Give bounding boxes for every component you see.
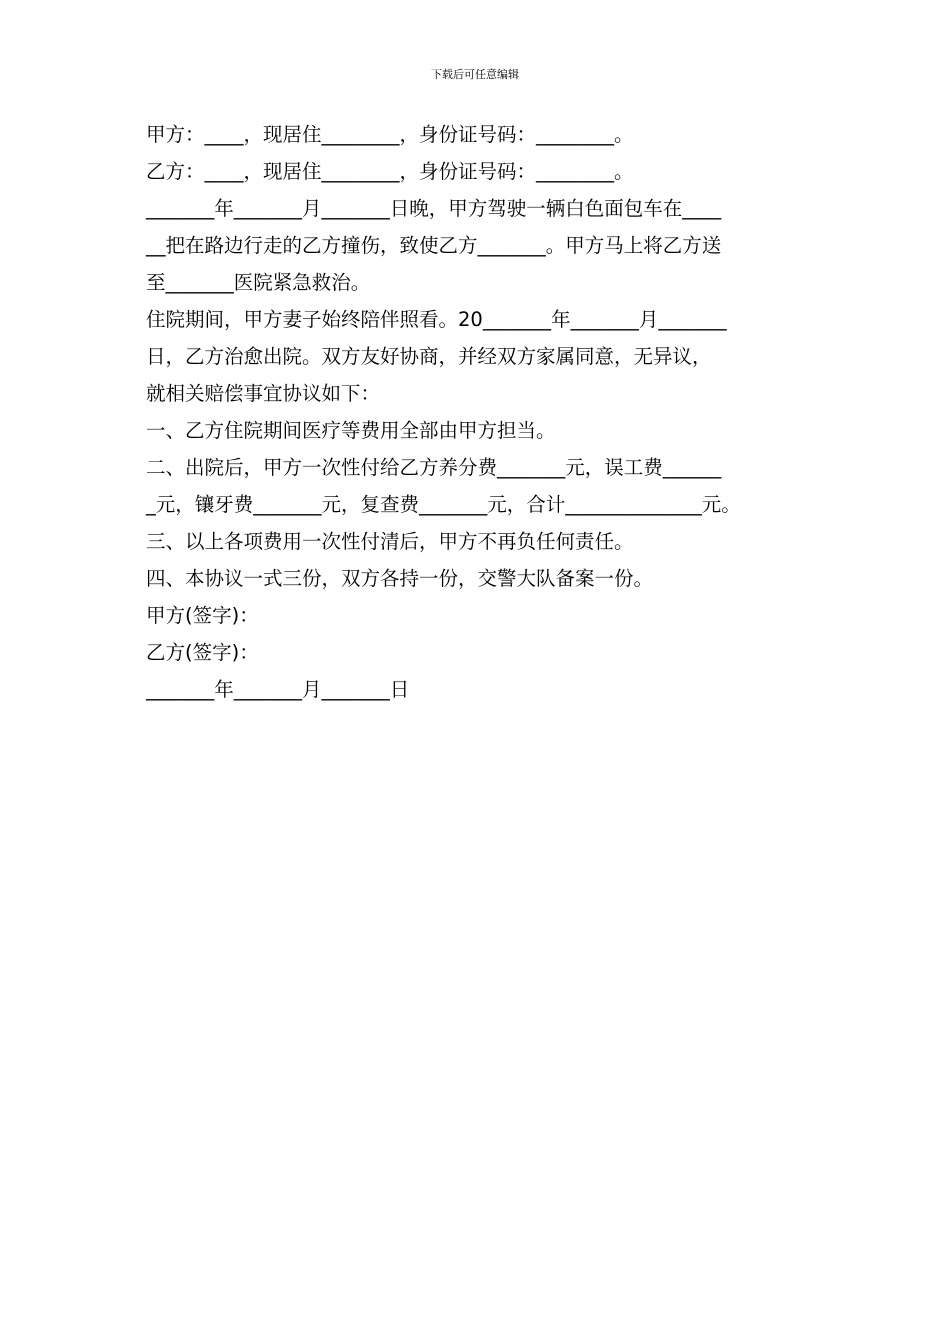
hospital-stay-line-3: 就相关赔偿事宜协议如下： bbox=[146, 382, 381, 405]
party-b-signature-line: 乙方(签字)： bbox=[146, 641, 259, 664]
clause-4: 四、本协议一式三份，双方各持一份，交警大队备案一份。 bbox=[146, 567, 654, 590]
party-b-info-line: 乙方：____，现居住________，身份证号码：________。 bbox=[146, 160, 634, 183]
party-a-signature-line: 甲方(签字)： bbox=[146, 604, 259, 627]
incident-line-2: __把在路边行走的乙方撞伤，致使乙方_______。甲方马上将乙方送 bbox=[146, 234, 722, 257]
document-body bbox=[146, 116, 826, 708]
party-a-info-line: 甲方：____，现居住________，身份证号码：________。 bbox=[146, 123, 634, 146]
hospital-stay-line-1: 住院期间，甲方妻子始终陪伴照看。20_______年_______月_______ bbox=[146, 308, 727, 331]
page-header: 下载后可任意编辑 bbox=[431, 68, 519, 81]
incident-line-3: 至_______医院紧急救治。 bbox=[146, 271, 371, 294]
clause-3: 三、以上各项费用一次性付清后，甲方不再负任何责任。 bbox=[146, 530, 634, 553]
clause-1: 一、乙方住院期间医疗等费用全部由甲方担当。 bbox=[146, 419, 556, 442]
clause-2-line-2: _元，镶牙费_______元，复查费_______元，合计______________元。 bbox=[146, 493, 741, 516]
incident-line-1: _______年_______月_______日晚，甲方驾驶一辆白色面包车在____ bbox=[146, 197, 722, 220]
date-line: _______年_______月_______日 bbox=[146, 678, 410, 701]
hospital-stay-line-2: 日，乙方治愈出院。双方友好协商，并经双方家属同意，无异议， bbox=[146, 345, 712, 368]
clause-2-line-1: 二、出院后，甲方一次性付给乙方养分费_______元，误工费______ bbox=[146, 456, 722, 479]
